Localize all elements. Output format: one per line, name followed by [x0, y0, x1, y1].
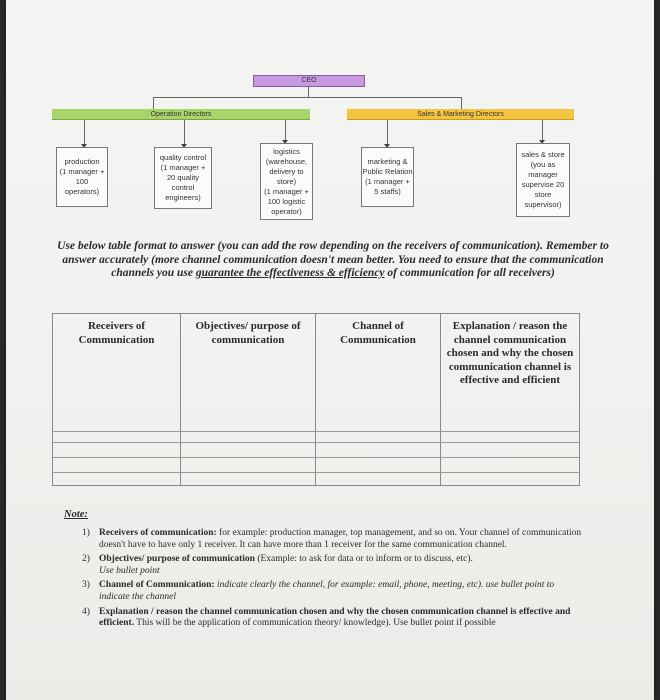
answer-table: [52, 313, 580, 486]
drop-line: [542, 120, 543, 142]
sales-marketing-directors-bar: Sales & Marketing Directors: [347, 109, 574, 120]
operation-directors-bar: Operation Directors: [52, 109, 310, 120]
table-row-line: [53, 472, 579, 473]
marketing-unit-box: marketing & Public Relation (1 manager + 5 staffs): [361, 147, 414, 207]
instructions-text: Use below table format to answer (you can add the row depending on the receivers of communication). Remember to answer accurately (more channel communication doesn't mean better. You need to ensure that the communication channels you use guarantee the effectiveness & efficiency of communication for all receivers): [57, 240, 609, 279]
ops-connector: [153, 97, 154, 109]
quality-control-unit-box: quality control (1 manager + 20 quality control engineers): [154, 147, 212, 209]
ceo-box: CEO: [253, 75, 365, 87]
drop-line: [387, 120, 388, 146]
drop-line: [84, 120, 85, 146]
table-row-line: [53, 457, 579, 458]
note-item: 3) Channel of Communication: indicate clearly the channel, for example: email, phone, meeting, etc). use bullet point to indicate the channel: [82, 580, 555, 602]
logistics-unit-box: logistics (warehouse, delivery to store) (1 manager + 100 logistic operator): [260, 143, 313, 220]
header-explanation: Explanation / reason the channel communication chosen and why the chosen communication channel is effective and efficient: [446, 320, 574, 386]
production-unit-box: production (1 manager + 100 operators): [56, 147, 108, 207]
table-row-line: [53, 431, 579, 432]
header-objectives: Objectives/ purpose of communication: [195, 320, 301, 346]
sales-connector: [461, 97, 462, 109]
drop-line: [285, 120, 286, 142]
note-item: 2) Objectives/ purpose of communication (Example: to ask for data or to inform or to discuss, etc). Use bullet point: [82, 554, 473, 576]
notes-list: [82, 528, 582, 633]
header-channel: Channel of Communication: [340, 320, 416, 346]
header-receivers: Receivers of Communication: [78, 320, 155, 346]
document-page: [6, 0, 654, 700]
note-title: Note:: [64, 509, 88, 520]
director-connector: [153, 97, 461, 98]
note-item: 4) Explanation / reason the channel communication chosen and why the chosen communication channel is effective and efficient. This will be the application of communication theory/ knowledge). Use bullet point if possible: [82, 606, 571, 629]
sales-store-unit-box: sales & store (you as manager supervise 20 store supervisor): [516, 143, 570, 217]
drop-line: [184, 120, 185, 146]
table-row-line: [53, 442, 579, 443]
note-item: 1) Receivers of communication: for example: production manager, top management, and so on. Your channel of communication doesn't have to have only 1 receiver. It can have more than 1 receiver for the same communication channel.: [82, 528, 582, 550]
